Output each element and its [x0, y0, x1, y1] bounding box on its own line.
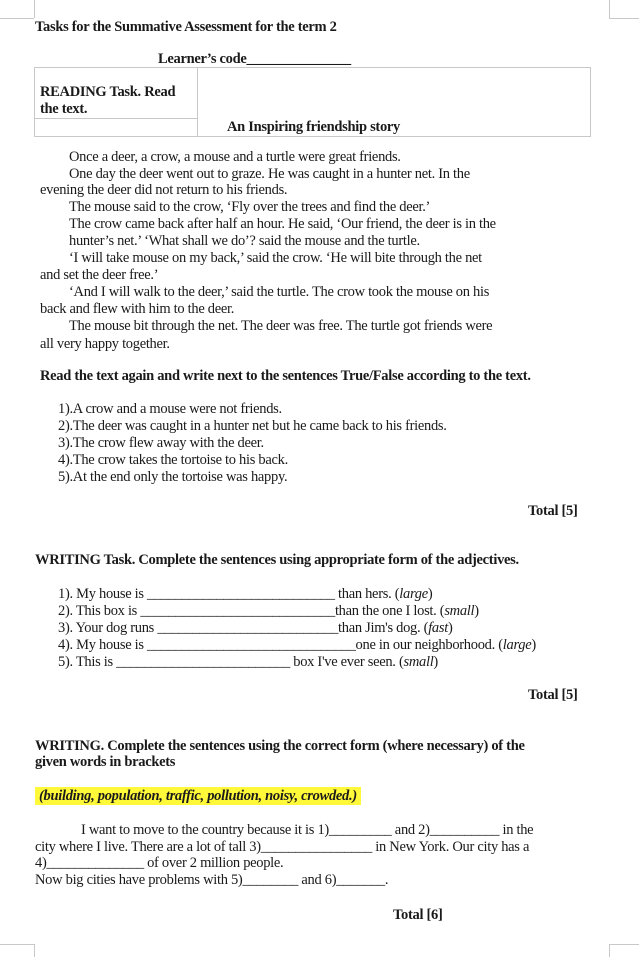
item-text: 5). This is _________________________ box I've ever seen.: [58, 654, 396, 670]
page-corner-mark: [609, 18, 639, 19]
list-item: [58, 585, 432, 603]
story-line: ‘I will take mouse on my back,’ said the crow. ‘He will bite through the net: [69, 250, 482, 266]
writing-instruction: WRITING Task. Complete the sentences using appropriate form of the adjectives.: [35, 552, 519, 568]
page-corner-mark: [34, 0, 35, 18]
story-line: The mouse bit through the net. The deer was free. The turtle got friends were: [69, 318, 493, 334]
story-line: ‘And I will walk to the deer,’ said the turtle. The crow took the mouse on his: [69, 284, 490, 300]
list-item: 1).A crow and a mouse were not friends.: [58, 401, 282, 417]
item-hint: ( small ): [396, 654, 438, 670]
list-item: [58, 602, 479, 620]
page-corner-mark: [0, 944, 34, 945]
story-line: hunter’s net.’ ‘What shall we do’? said the mouse and the turtle.: [69, 233, 420, 249]
story-line: back and flew with him to the deer.: [40, 301, 235, 317]
item-hint: ( large ): [391, 586, 432, 602]
story-line: One day the deer went out to graze. He was caught in a hunter net. In the: [69, 166, 470, 182]
paragraph-line: city where I live. There are a lot of tall 3)________________ in New York. Our city has a: [35, 839, 530, 855]
page-corner-mark: [609, 0, 610, 18]
paragraph-line: I want to move to the country because it is 1)_________ and 2)__________ in the: [81, 822, 534, 838]
list-item: [58, 636, 536, 654]
writing2-instruction: WRITING. Complete the sentences using the correct form (where necessary) of the: [35, 738, 525, 754]
learner-code: Learner’s code_______________: [158, 51, 351, 67]
story-line: and set the deer free.’: [40, 267, 159, 283]
reading-total: Total [5]: [528, 503, 578, 519]
item-text: 2). This box is ____________________________than the one I lost.: [58, 603, 437, 619]
story-title: An Inspiring friendship story: [227, 119, 400, 135]
item-text: 3). Your dog runs __________________________than Jim's dog.: [58, 620, 421, 636]
list-item: 4).The crow takes the tortoise to his back.: [58, 452, 288, 468]
paragraph-line: Now big cities have problems with 5)________ and 6)_______.: [35, 872, 389, 888]
item-hint: ( large ): [495, 637, 536, 653]
item-text: 4). My house is ______________________________one in our neighborhood.: [58, 637, 495, 653]
reading-instruction: Read the text again and write next to the sentences True/False according to the text.: [40, 368, 531, 384]
story-line: The mouse said to the crow, ‘Fly over the trees and find the deer.’: [69, 199, 431, 215]
writing2-total: Total [6]: [393, 907, 443, 923]
page-corner-mark: [34, 944, 35, 957]
writing2-instruction-2: given words in brackets: [35, 754, 176, 770]
list-item: [58, 653, 438, 671]
list-item: [58, 619, 452, 637]
page-corner-mark: [609, 944, 639, 945]
document-title: Tasks for the Summative Assessment for the term 2: [35, 19, 337, 35]
item-hint: ( fast ): [420, 620, 452, 636]
list-item: 5).At the end only the tortoise was happy.: [58, 469, 288, 485]
page-corner-mark: [0, 18, 34, 19]
story-line: The crow came back after half an hour. He said, ‘Our friend, the deer is in the: [69, 216, 496, 232]
reading-task-label: READING Task. Read: [40, 84, 176, 100]
item-hint: ( small ): [436, 603, 478, 619]
item-text: 1). My house is ___________________________ than hers.: [58, 586, 392, 602]
list-item: 3).The crow flew away with the deer.: [58, 435, 264, 451]
word-bank: (building, population, traffic, pollution, noisy, crowded.): [35, 787, 361, 805]
paragraph-line: 4)______________ of over 2 million people.: [35, 855, 284, 871]
writing-total: Total [5]: [528, 687, 578, 703]
story-line: evening the deer did not return to his friends.: [40, 182, 288, 198]
list-item: 2).The deer was caught in a hunter net but he came back to his friends.: [58, 418, 447, 434]
story-line: Once a deer, a crow, a mouse and a turtle were great friends.: [69, 149, 401, 165]
reading-header-table: [34, 67, 591, 137]
page-corner-mark: [609, 944, 610, 957]
reading-task-label-2: the text.: [40, 101, 88, 117]
story-line: all very happy together.: [40, 336, 170, 352]
